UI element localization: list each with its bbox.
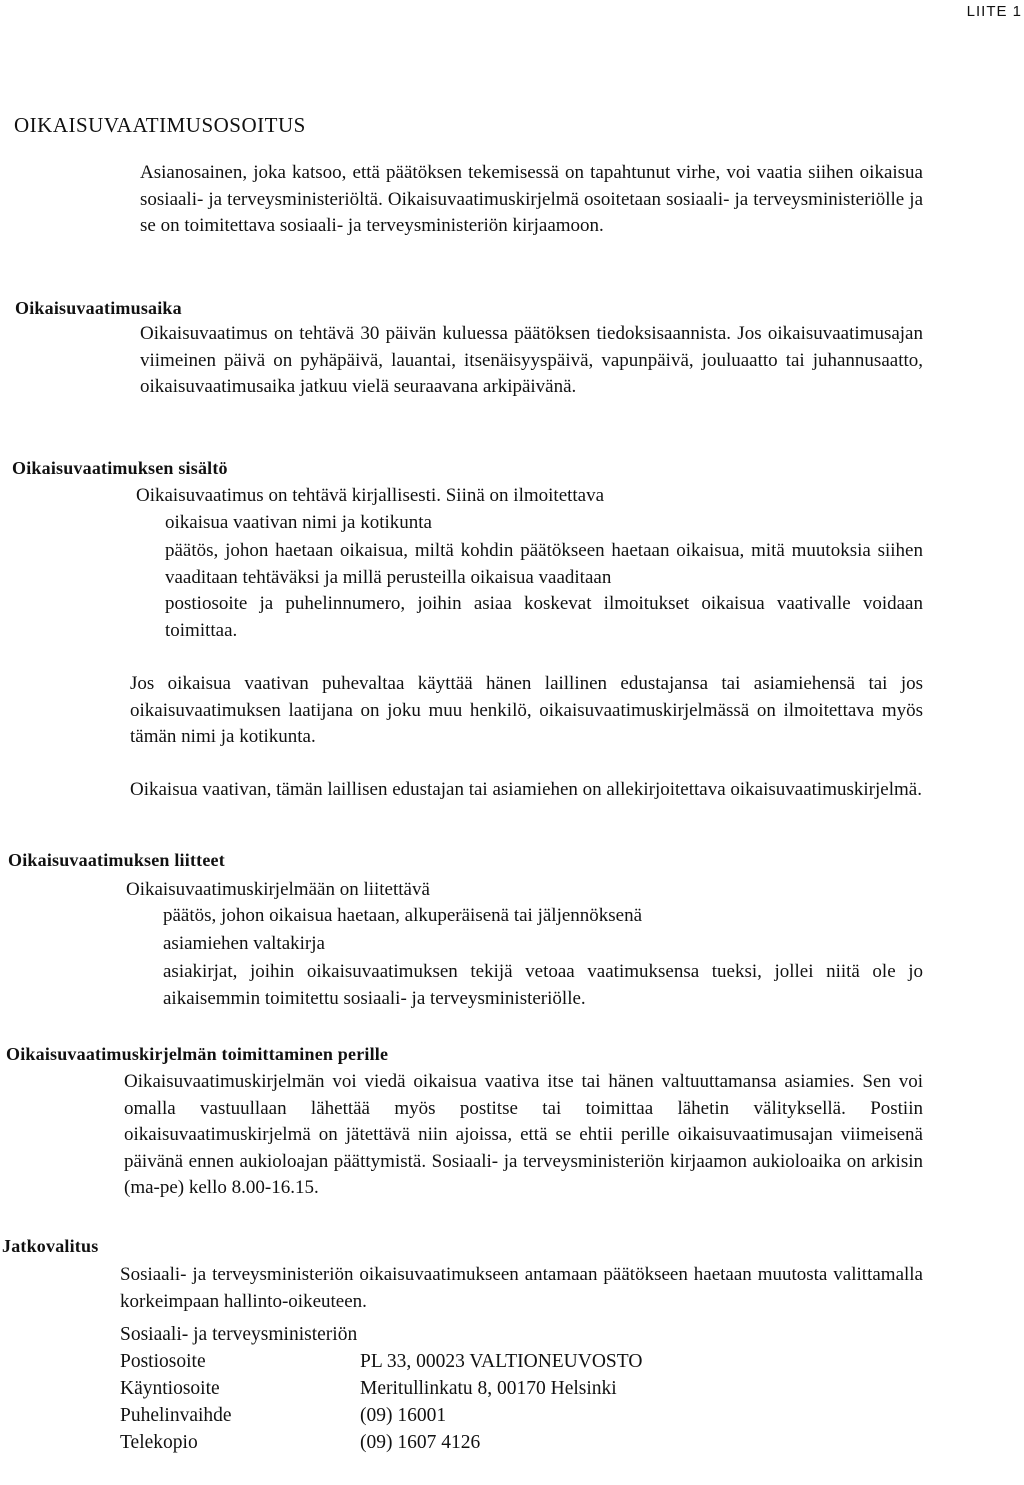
contact-label: Puhelinvaihde [120,1405,232,1426]
jatkovalitus-paragraph: Sosiaali- ja terveysministeriön oikaisuvaatimukseen antamaan päätökseen haetaan muutosta valittamalla korkeimpaan hallinto-oikeuteen. [120,1264,923,1312]
contact-label: Postiosoite [120,1351,206,1372]
section-heading-liitteet: Oikaisuvaatimuksen liitteet [8,850,225,870]
section-heading-aika: Oikaisuvaatimusaika [15,298,182,318]
contact-value: (09) 16001 [360,1405,447,1426]
attachment-label: LIITE 1 [966,3,1022,20]
contact-value: PL 33, 00023 VALTIONEUVOSTO [360,1351,643,1372]
contact-label: Käyntiosoite [120,1378,220,1399]
aika-paragraph: Oikaisuvaatimus on tehtävä 30 päivän kuluessa päätöksen tiedoksisaannista. Jos oikaisuvaatimusajan viimeinen päivä on pyhäpäivä, lauantai, itsenäisyyspäivä, vapunpäivä, jouluaatto tai juhannusaatto, oikaisuvaatimusaika jatkuu vielä seuraavana arkipäivänä. [140,323,923,397]
contact-row-visiting [120,1378,642,1405]
section-heading-sisalto: Oikaisuvaatimuksen sisältö [12,458,228,478]
section-heading-toimittaminen: Oikaisuvaatimuskirjelmän toimittaminen perille [6,1044,389,1064]
contact-value: (09) 1607 4126 [360,1432,481,1453]
contact-table [120,1351,642,1459]
contact-row-postal [120,1351,642,1378]
liitteet-item-2: asiamiehen valtakirja [163,933,325,954]
sisalto-item-2: päätös, johon haetaan oikaisua, miltä kohdin päätökseen haetaan oikaisua, mitä muutoksia siihen vaaditaan tehtäväksi ja millä perusteilla oikaisua vaaditaan [165,540,923,588]
sisalto-item-1: oikaisua vaativan nimi ja kotikunta [165,512,432,533]
intro-paragraph: Asianosainen, joka katsoo, että päätöksen tekemisessä on tapahtunut virhe, voi vaatia siihen oikaisua sosiaali- ja terveysministeriöltä. Oikaisuvaatimuskirjelmä osoitetaan sosiaali- ja terveysministeriölle ja se on toimitettava sosiaali- ja terveysministeriön kirjaamoon. [140,162,923,236]
sisalto-lead: Oikaisuvaatimus on tehtävä kirjallisesti. Siinä on ilmoitettava [136,485,605,506]
liitteet-lead: Oikaisuvaatimuskirjelmään on liitettävä [126,879,430,900]
sisalto-paragraph-3: Oikaisua vaativan, tämän laillisen edustajan tai asiamiehen on allekirjoitettava oikaisuvaatimuskirjelmä. [130,779,922,800]
sisalto-paragraph-2: Jos oikaisua vaativan puhevaltaa käyttää hänen laillinen edustajansa tai asiamiehensä tai jos oikaisuvaatimuksen laatijana on joku muu henkilö, oikaisuvaatimuskirjelmässä on ilmoitettava myös tämän nimi ja kotikunta. [130,673,923,747]
liitteet-item-3: asiakirjat, joihin oikaisuvaatimuksen tekijä vetoaa vaatimuksensa tueksi, jollei niitä ole jo aikaisemmin toimitettu sosiaali- ja terveysministeriölle. [163,961,923,1009]
contact-row-phone [120,1405,642,1432]
liitteet-item-1: päätös, johon oikaisua haetaan, alkuperäisenä tai jäljennöksenä [163,905,643,926]
section-heading-jatkovalitus: Jatkovalitus [2,1236,99,1256]
document-title: OIKAISUVAATIMUSOSOITUS [14,113,306,137]
contact-value: Meritullinkatu 8, 00170 Helsinki [360,1378,617,1399]
contact-organization: Sosiaali- ja terveysministeriön [120,1324,358,1345]
contact-label: Telekopio [120,1432,198,1453]
contact-row-fax [120,1432,642,1459]
sisalto-item-3: postiosoite ja puhelinnumero, joihin asiaa koskevat ilmoitukset oikaisua vaativalle voidaan toimittaa. [165,593,923,641]
toimittaminen-paragraph: Oikaisuvaatimuskirjelmän voi viedä oikaisua vaativa itse tai hänen valtuuttamansa asiamies. Sen voi omalla vastuullaan lähettää myös postitse tai toimittaa lähetin välityksellä. Postiin oikaisuvaatimuskirjelmä on jätettävä niin ajoissa, että se ehtii perille oikaisuvaatimusajan viimeisenä päivänä ennen aukioloajan päättymistä. Sosiaali- ja terveysministeriön kirjaamon aukioloaika on arkisin (ma-pe) kello 8.00-16.15. [124,1071,923,1198]
